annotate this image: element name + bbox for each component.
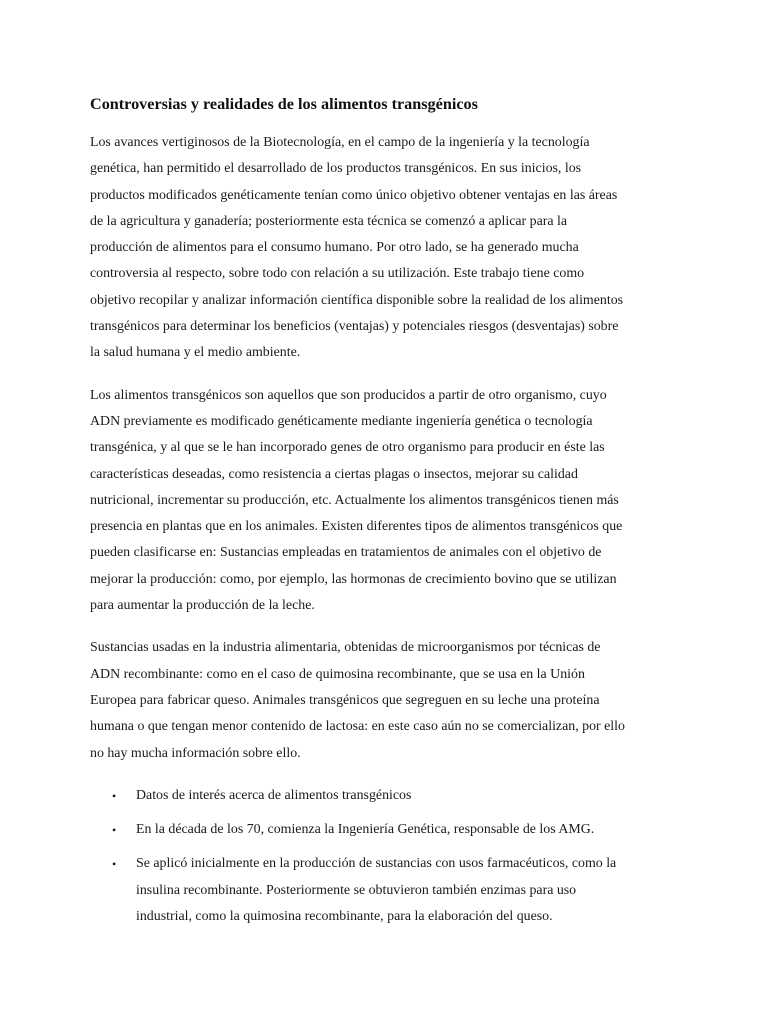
paragraph-line: Los avances vertiginosos de la Biotecnología, en el campo de la ingeniería y la tecnología — [90, 135, 590, 150]
list-item-line: En la década de los 70, comienza la Ingeniería Genética, responsable de los AMG. — [136, 822, 595, 838]
paragraph-line: no hay mucha información sobre ello. — [90, 745, 301, 761]
bullet-icon: • — [112, 788, 117, 803]
paragraph-line: controversia al respecto, sobre todo con relación a su utilización. Este trabajo tiene como — [90, 266, 585, 282]
paragraph-line: humana o que tengan menor contenido de lactosa: en este caso aún no se comercializan, por ello — [90, 719, 625, 735]
list-item — [90, 783, 680, 809]
document-body — [90, 94, 680, 930]
bullet-icon: • — [112, 857, 117, 872]
paragraph-line: objetivo recopilar y analizar información científica disponible sobre la realidad de los alimentos — [90, 292, 624, 308]
paragraph-line: la salud humana y el medio ambiente. — [90, 345, 301, 361]
paragraph-line: ADN recombinante: como en el caso de quimosina recombinante, que se usa en la Unión — [90, 666, 585, 682]
list-item-line: Datos de interés acerca de alimentos transgénicos — [136, 787, 412, 803]
paragraph-line: para aumentar la producción de la leche. — [90, 598, 315, 614]
paragraph-line: pueden clasificarse en: Sustancias empleadas en tratamientos de animales con el objetivo de — [90, 545, 602, 561]
document-title: Controversias y realidades de los alimentos transgénicos — [90, 95, 478, 113]
paragraph-industry — [90, 635, 680, 766]
list-item-line: insulina recombinante. Posteriormente se obtuvieron también enzimas para uso — [136, 882, 577, 898]
list-item-line: industrial, como la quimosina recombinante, para la elaboración del queso. — [136, 909, 553, 925]
list-item — [90, 851, 680, 930]
paragraph-line: productos modificados genéticamente tenían como único objetivo obtener ventajas en las áreas — [90, 187, 618, 203]
paragraph-line: transgénicos para determinar los beneficios (ventajas) y potenciales riesgos (desventajas) sobre — [90, 319, 619, 335]
paragraph-line: transgénica, y al que se le han incorporado genes de otro organismo para producir en éste las — [90, 440, 605, 456]
paragraph-line: mejorar la producción: como, por ejemplo, las hormonas de crecimiento bovino que se utilizan — [90, 571, 617, 587]
paragraph-intro — [90, 130, 680, 367]
list-item — [90, 817, 680, 843]
bullet-list — [90, 783, 680, 930]
paragraph-line: producción de alimentos para el consumo humano. Por otro lado, se ha generado mucha — [90, 240, 579, 256]
paragraph-line: presencia en plantas que en los animales. Existen diferentes tipos de alimentos transgénicos que — [90, 519, 623, 535]
paragraph-line: Sustancias usadas en la industria alimentaria, obtenidas de microorganismos por técnicas de — [90, 640, 601, 656]
list-item-line: Se aplicó inicialmente en la producción de sustancias con usos farmacéuticos, como la — [136, 856, 617, 872]
paragraph-line: genética, han permitido el desarrollado de los productos transgénicos. En sus inicios, los — [90, 161, 582, 177]
paragraph-line: características deseadas, como resistencia a ciertas plagas o insectos, mejorar su calidad — [90, 466, 578, 482]
paragraph-definition — [90, 383, 680, 620]
bullet-icon: • — [112, 823, 117, 838]
paragraph-line: Los alimentos transgénicos son aquellos que son producidos a partir de otro organismo, cuyo — [90, 387, 607, 403]
paragraph-line: ADN previamente es modificado genéticamente mediante ingeniería genética o tecnología — [90, 413, 593, 429]
paragraph-line: nutricional, incrementar su producción, etc. Actualmente los alimentos transgénicos tienen más — [90, 492, 619, 508]
paragraph-line: de la agricultura y ganadería; posteriormente esta técnica se comenzó a aplicar para la — [90, 213, 568, 229]
paragraph-line: Europea para fabricar queso. Animales transgénicos que segreguen en su leche una proteína — [90, 692, 600, 708]
